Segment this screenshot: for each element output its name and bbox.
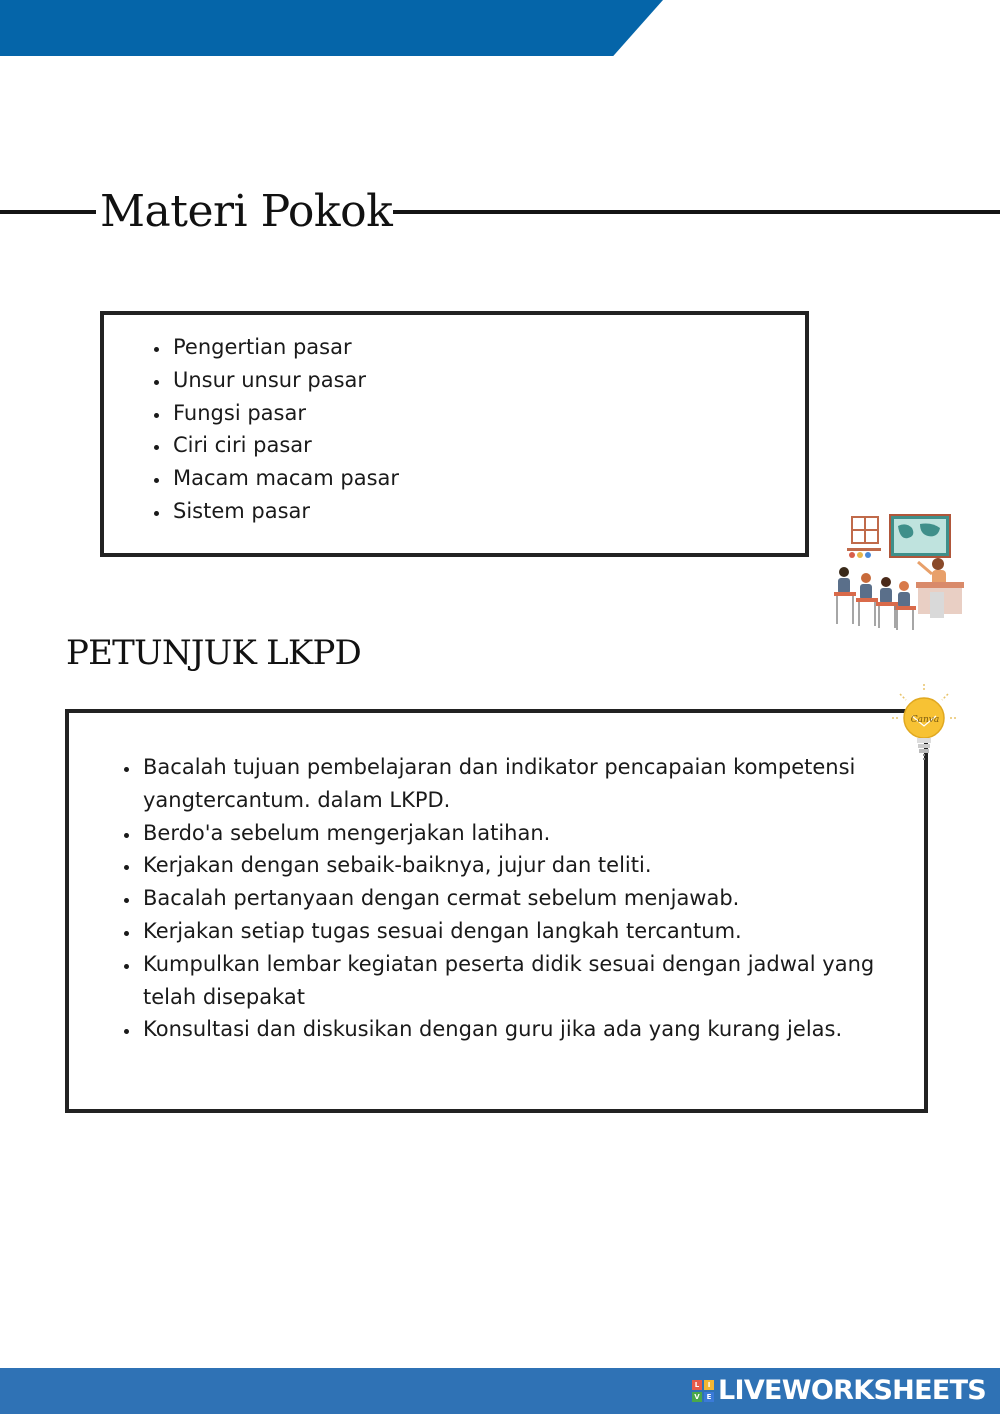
list-item: • Fungsi pasar [171, 397, 805, 430]
liveworksheets-logo [692, 1375, 986, 1407]
list-item: • Kerjakan dengan sebaik-baiknya, jujur dan teliti. [141, 849, 884, 882]
header-band [0, 0, 663, 56]
list-item: • Berdo'a sebelum mengerjakan latihan. [141, 817, 884, 850]
logo-letter: V [692, 1392, 702, 1402]
list-item: • Unsur unsur pasar [171, 364, 805, 397]
petunjuk-lkpd-box [65, 709, 928, 1113]
materi-pokok-list [135, 331, 805, 528]
list-item: • Kerjakan setiap tugas sesuai dengan langkah tercantum. [141, 915, 884, 948]
list-item: • Bacalah pertanyaan dengan cermat sebelum menjawab. [141, 882, 884, 915]
logo-letter: I [704, 1380, 714, 1390]
logo-squares-icon [692, 1380, 714, 1402]
bulb-label: Canva [910, 715, 940, 725]
list-item: • Macam macam pasar [171, 462, 805, 495]
classroom-illustration [832, 512, 968, 632]
list-item: • Sistem pasar [171, 495, 805, 528]
petunjuk-lkpd-title: PETUNJUK LKPD [66, 633, 361, 673]
materi-pokok-box [100, 311, 809, 557]
materi-pokok-title: Materi Pokok [100, 186, 393, 237]
liveworksheets-brand: LIVEWORKSHEETS [718, 1375, 987, 1406]
list-item: • Bacalah tujuan pembelajaran dan indikator pencapaian kompetensi yangtercantum. dalam LKPD. [141, 751, 884, 817]
title-rule-left [0, 210, 96, 214]
list-item: • Pengertian pasar [171, 331, 805, 364]
list-item: • Ciri ciri pasar [171, 429, 805, 462]
petunjuk-lkpd-list [105, 751, 884, 1046]
logo-letter: E [704, 1392, 714, 1402]
title-rule-right [393, 210, 1000, 214]
list-item: • Konsultasi dan diskusikan dengan guru jika ada yang kurang jelas. [141, 1013, 884, 1046]
lightbulb-icon [890, 682, 958, 764]
logo-letter: L [692, 1380, 702, 1390]
list-item: • Kumpulkan lembar kegiatan peserta didik sesuai dengan jadwal yang telah disepakat [141, 948, 884, 1014]
